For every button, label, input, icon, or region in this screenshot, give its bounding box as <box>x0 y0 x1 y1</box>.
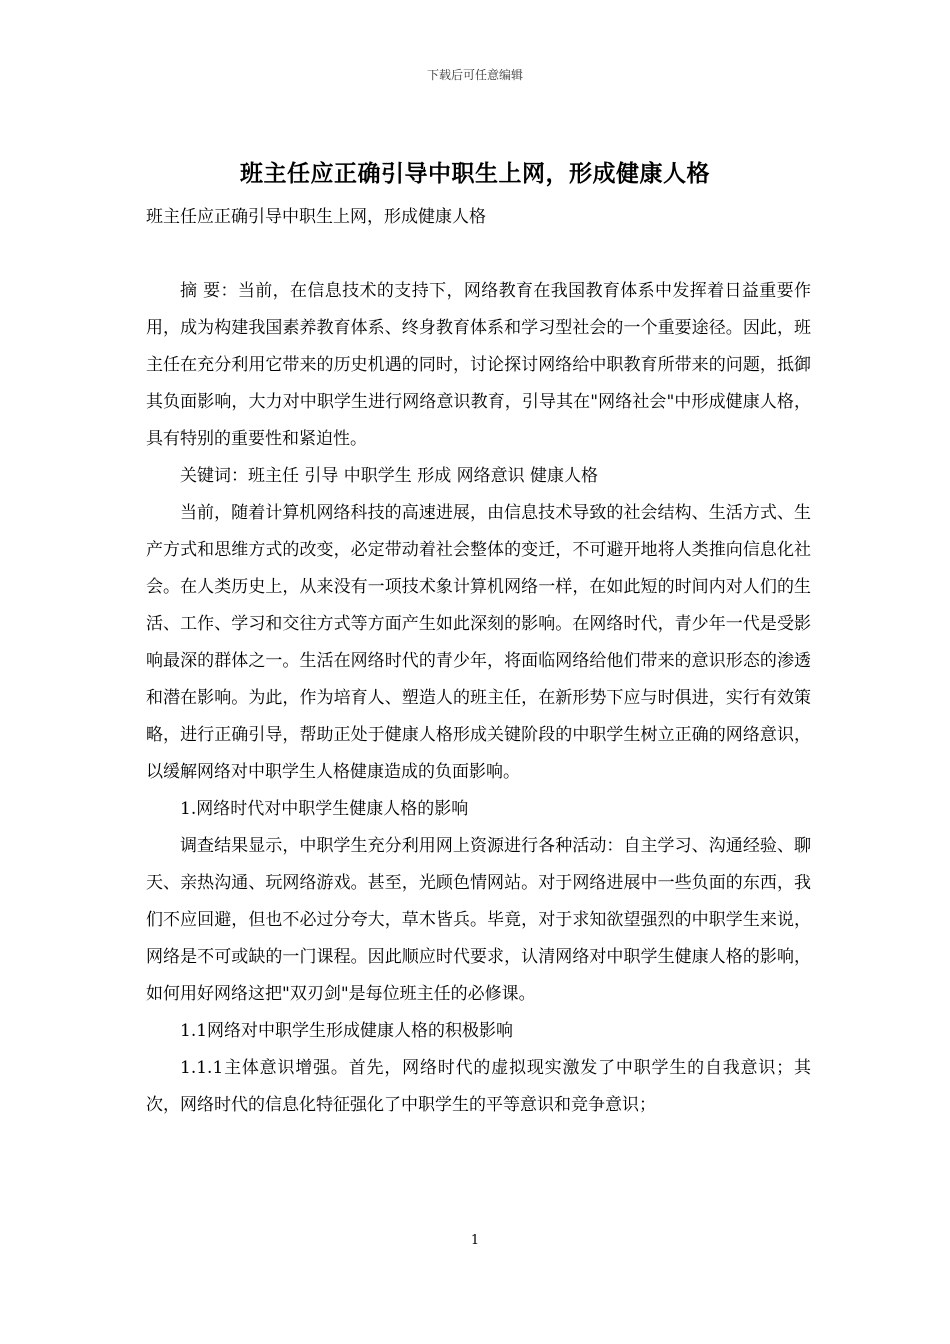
section-1-paragraph: 调查结果显示，中职学生充分利用网上资源进行各种活动：自主学习、沟通经验、聊天、亲热沟通、玩网络游戏。甚至，光顾色情网站。对于网络进展中一些负面的东西，我们不应回避，但也不必过分夸大，草木皆兵。毕竟，对于求知欲望强烈的中职学生来说，网络是不可或缺的一门课程。因此顺应时代要求，认清网络对中职学生健康人格的影响，如何用好网络这把"双刃剑"是每位班主任的必修课。 <box>146 836 811 1004</box>
page-header: 下载后可任意编辑 <box>426 68 523 82</box>
section-heading-1-1: 1.1网络对中职学生形成健康人格的积极影响 <box>180 1021 514 1041</box>
section-1-1-1-paragraph: 1.1.1主体意识增强。首先，网络时代的虚拟现实激发了中职学生的自我意识；其次，网络时代的信息化特征强化了中职学生的平等意识和竞争意识； <box>146 1058 811 1115</box>
document-subtitle: 班主任应正确引导中职生上网，形成健康人格 <box>146 207 486 227</box>
page-number: 1 <box>470 1233 480 1248</box>
intro-paragraph: 当前，随着计算机网络科技的高速进展，由信息技术导致的社会结构、生活方式、生产方式和思维方式的改变，必定带动着社会整体的变迁，不可避开地将人类推向信息化社会。在人类历史上，从来没有一项技术象计算机网络一样，在如此短的时间内对人们的生活、工作、学习和交往方式等方面产生如此深刻的影响。在网络时代，青少年一代是受影响最深的群体之一。生活在网络时代的青少年，将面临网络给他们带来的意识形态的渗透和潜在影响。为此，作为培育人、塑造人的班主任，在新形势下应与时俱进，实行有效策略，进行正确引导，帮助正处于健康人格形成关键阶段的中职学生树立正确的网络意识，以缓解网络对中职学生人格健康造成的负面影响。 <box>146 503 811 782</box>
abstract-paragraph: 摘 要：当前，在信息技术的支持下，网络教育在我国教育体系中发挥着日益重要作用，成为构建我国素养教育体系、终身教育体系和学习型社会的一个重要途径。因此，班主任在充分利用它带来的历史机遇的同时，讨论探讨网络给中职教育所带来的问题，抵御其负面影响，大力对中职学生进行网络意识教育，引导其在"网络社会"中形成健康人格，具有特别的重要性和紧迫性。 <box>146 281 811 449</box>
section-heading-1: 1.网络时代对中职学生健康人格的影响 <box>180 799 469 819</box>
document-body <box>146 273 811 1124</box>
document-title: 班主任应正确引导中职生上网，形成健康人格 <box>240 160 710 187</box>
keywords-paragraph: 关键词：班主任 引导 中职学生 形成 网络意识 健康人格 <box>180 466 599 486</box>
